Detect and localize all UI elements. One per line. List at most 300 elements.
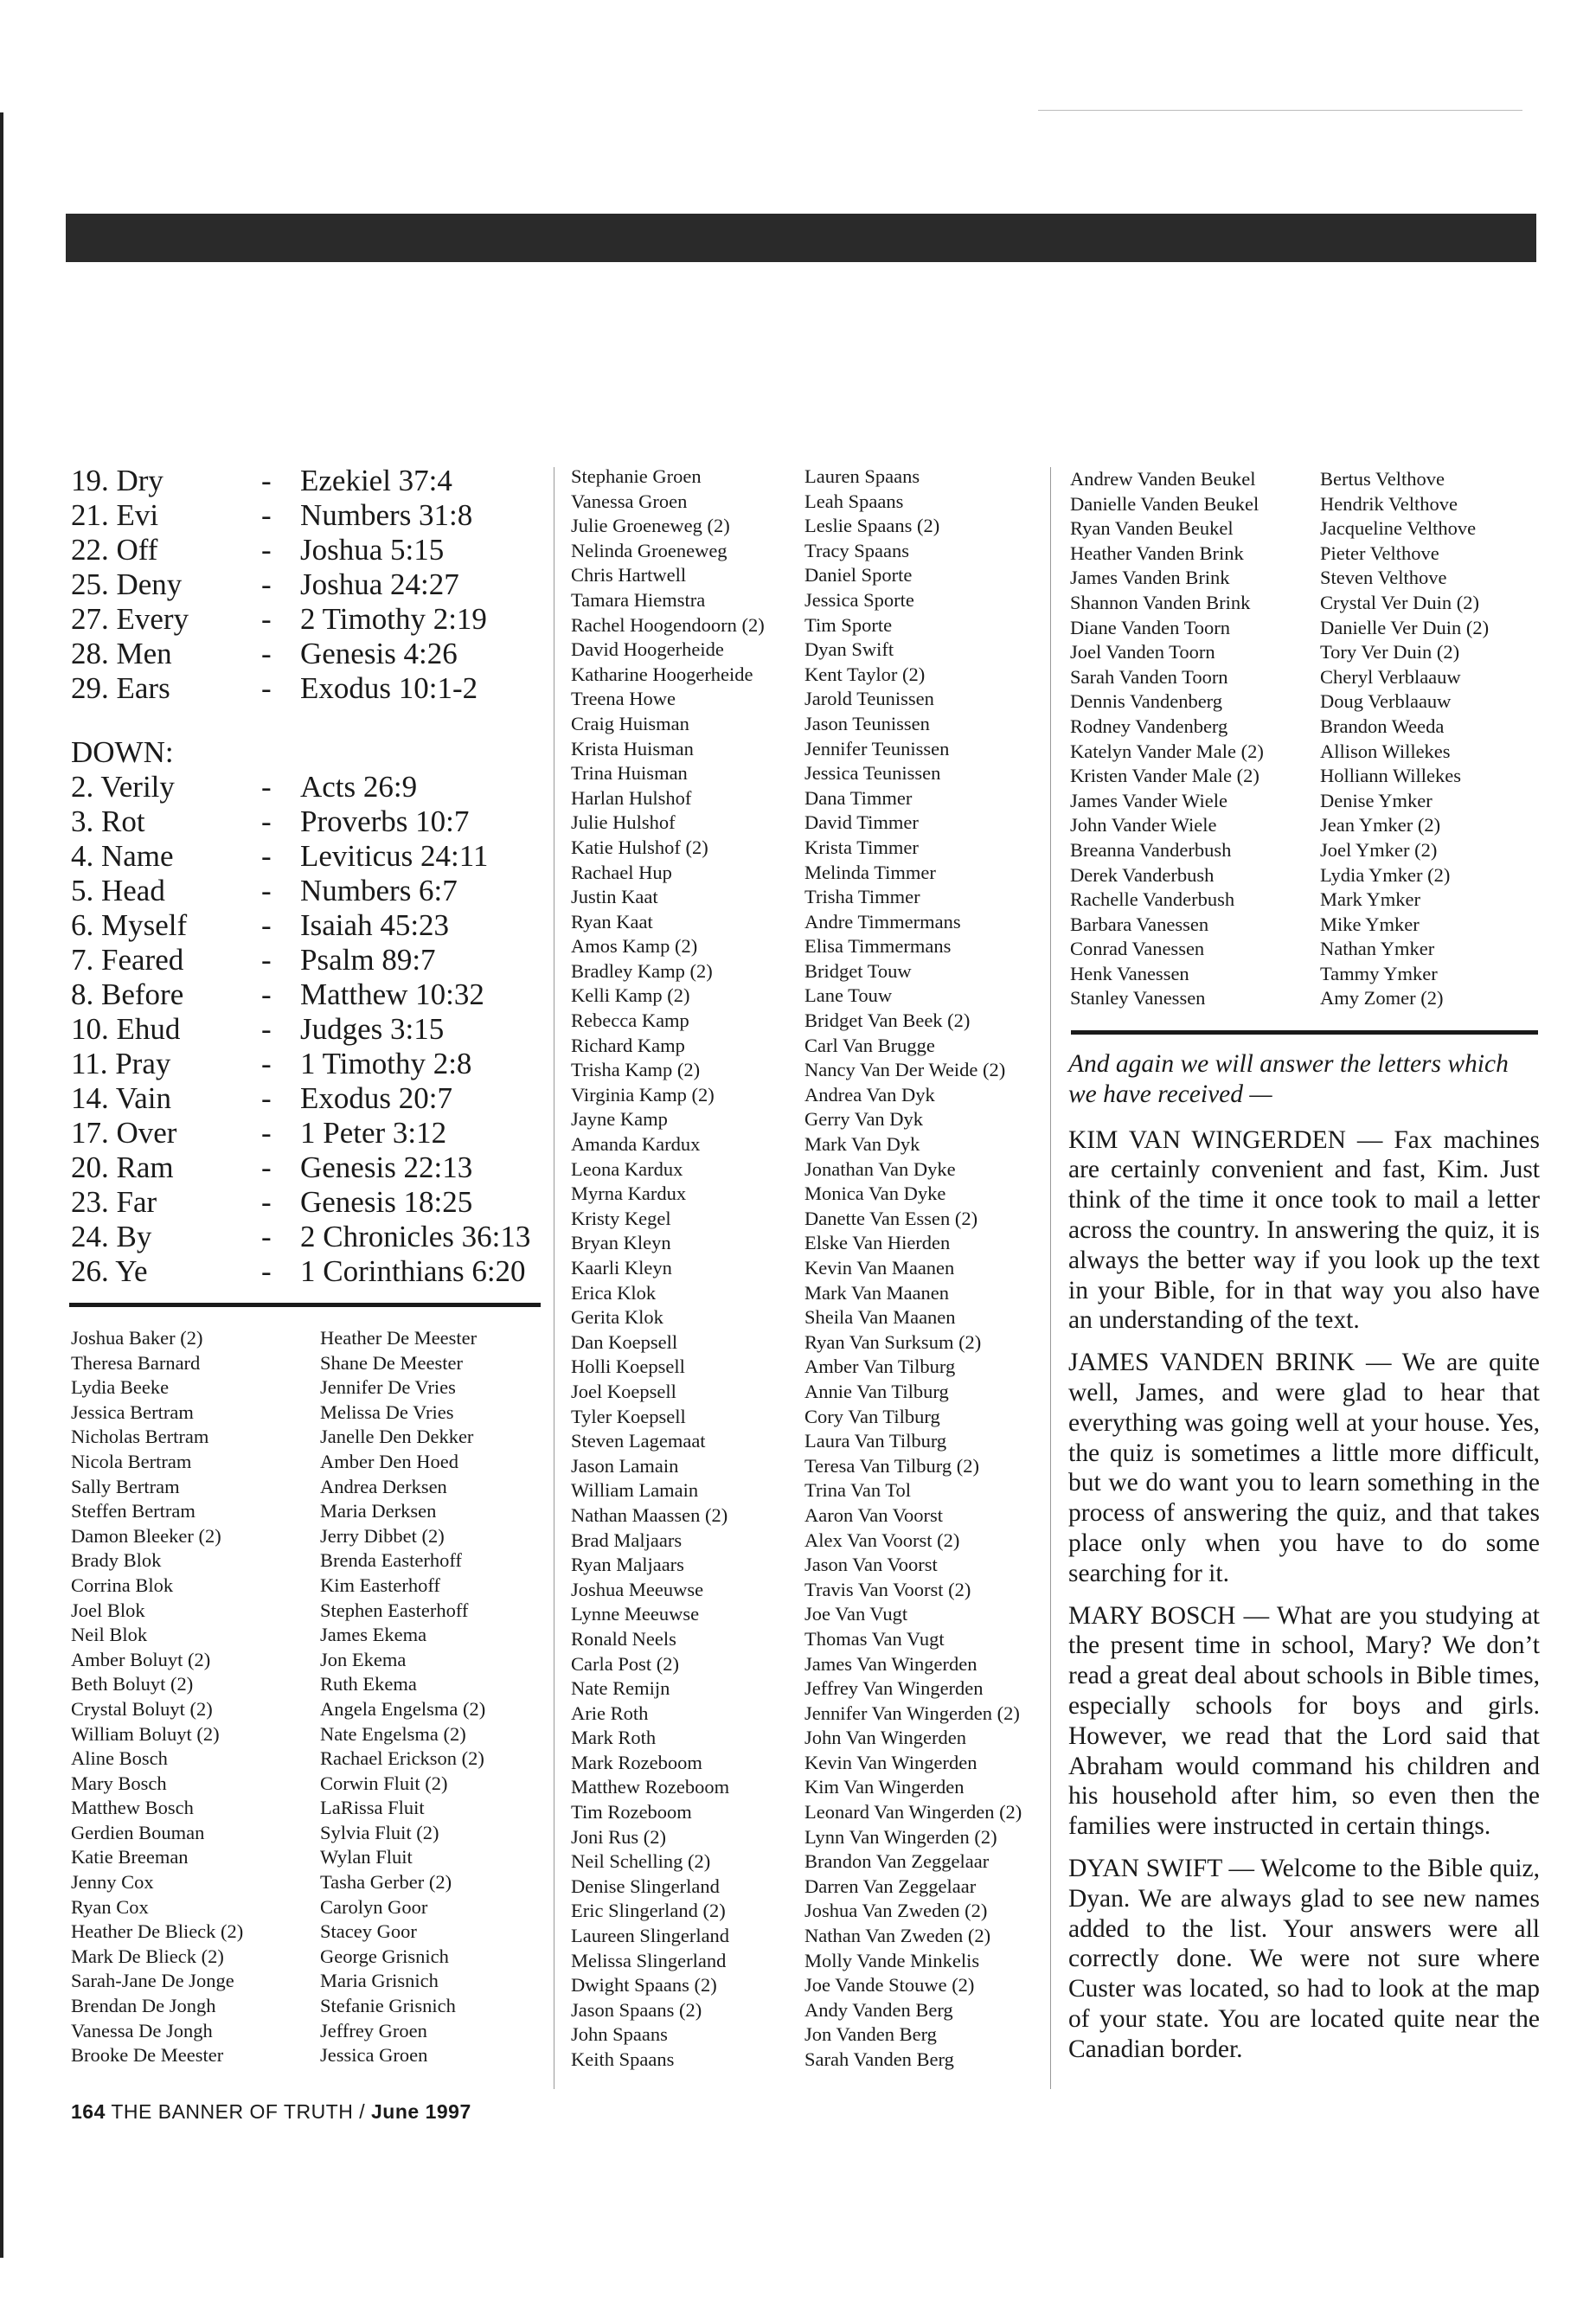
clue-word: 28. Men <box>71 637 172 670</box>
participant-name: Diane Vanden Toorn <box>1070 616 1231 638</box>
participant-name: Jennifer Teunissen <box>804 737 950 760</box>
clue-dash: - <box>261 804 272 838</box>
participant-name: Jessica Sporte <box>804 588 914 611</box>
clue-dash: - <box>261 874 272 907</box>
participant-name: LaRissa Fluit <box>320 1797 425 1819</box>
participant-name: Mark De Blieck (2) <box>71 1945 224 1967</box>
letter-recipient: DYAN SWIFT <box>1068 1854 1222 1882</box>
clue-dash: - <box>261 1047 272 1080</box>
participant-name: Annie Van Tilburg <box>804 1380 949 1402</box>
names-column-2 <box>320 1326 485 2068</box>
participant-name: Jason Lamain <box>571 1454 679 1477</box>
participant-name: Leslie Spaans (2) <box>804 515 940 537</box>
participant-name: William Lamain <box>571 1479 699 1502</box>
clue-word: 14. Vain <box>71 1081 172 1115</box>
participant-name: Leah Spaans <box>804 490 904 512</box>
participant-name: Carla Post (2) <box>571 1652 679 1675</box>
participant-name: Amos Kamp (2) <box>571 935 698 958</box>
participant-name: Maria Grisnich <box>320 1970 439 1992</box>
clue-word: 21. Evi <box>71 498 159 532</box>
participant-name: Kent Taylor (2) <box>804 663 926 685</box>
clue-word: 26. Ye <box>71 1254 148 1288</box>
participant-name: Gerdien Bouman <box>71 1821 205 1843</box>
participant-name: Sarah-Jane De Jonge <box>71 1970 234 1992</box>
participant-name: Katelyn Vander Male (2) <box>1070 740 1264 762</box>
down-clue <box>71 1012 538 1047</box>
clue-reference: Numbers 31:8 <box>300 498 473 532</box>
clue-reference: 1 Timothy 2:8 <box>300 1047 472 1080</box>
participant-name: Beth Boluyt (2) <box>71 1673 194 1695</box>
participant-name: John Spaans <box>571 2023 668 2046</box>
down-clue <box>71 1081 538 1116</box>
clue-word: 23. Far <box>71 1185 157 1219</box>
participant-name: Jason Teunissen <box>804 712 930 734</box>
clue-word: 19. Dry <box>71 464 163 497</box>
letter-reply <box>1068 1125 1540 1336</box>
participant-name: Myrna Kardux <box>571 1183 687 1205</box>
clue-word: 29. Ears <box>71 671 170 705</box>
participant-name: Krista Huisman <box>571 737 694 760</box>
participant-name: Mike Ymker <box>1320 913 1420 935</box>
participant-name: Joni Rus (2) <box>571 1825 667 1848</box>
participant-name: Thomas Van Vugt <box>804 1627 945 1650</box>
participant-name: Melissa De Vries <box>320 1400 454 1423</box>
down-clue <box>71 839 538 874</box>
participant-name: Dana Timmer <box>804 786 913 809</box>
across-clue <box>71 464 538 498</box>
clue-reference: Joshua 24:27 <box>300 567 459 601</box>
participant-name: Mark Roth <box>571 1727 657 1749</box>
participant-name: Denise Ymker <box>1320 789 1433 811</box>
participant-name: Joe Vande Stouwe (2) <box>804 1974 975 1997</box>
participant-name: Holli Koepsell <box>571 1356 685 1378</box>
participant-name: Doug Verblaauw <box>1320 690 1452 713</box>
participant-name: Amber Van Tilburg <box>804 1356 956 1378</box>
participant-name: Rachel Hoogendoorn (2) <box>571 613 765 636</box>
participant-name: Shane De Meester <box>320 1351 463 1374</box>
participant-name: Hendrik Velthove <box>1320 492 1458 515</box>
participant-name: Holliann Willekes <box>1320 765 1462 787</box>
participant-name: David Hoogerheide <box>571 638 724 661</box>
down-clue <box>71 1150 538 1185</box>
participant-name: Denise Slingerland <box>571 1875 720 1897</box>
participant-name: Sarah Vanden Toorn <box>1070 665 1228 688</box>
participant-name: Kim Easterhoff <box>320 1574 440 1596</box>
participant-name: Nancy Van Der Weide (2) <box>804 1059 1006 1081</box>
participant-name: Jessica Teunissen <box>804 762 941 785</box>
across-clue <box>71 637 538 671</box>
clue-reference: Acts 26:9 <box>300 770 418 804</box>
clue-dash: - <box>261 533 272 567</box>
participant-name: Krista Timmer <box>804 836 919 858</box>
participant-name: Erica Klok <box>571 1281 657 1304</box>
down-clue <box>71 1254 538 1289</box>
participant-name: Trina Van Tol <box>804 1479 912 1502</box>
participant-name: Angela Engelsma (2) <box>320 1697 486 1720</box>
participant-name: Jacqueline Velthove <box>1320 517 1477 540</box>
em-dash: — <box>1345 1125 1394 1154</box>
participant-name: Sarah Vanden Berg <box>804 2048 954 2070</box>
participant-name: Rachelle Vanderbush <box>1070 888 1235 911</box>
participant-name: Cheryl Verblaauw <box>1320 665 1461 688</box>
participant-name: Trina Huisman <box>571 762 688 785</box>
crossword-answers <box>71 464 538 1289</box>
clue-reference: Judges 3:15 <box>300 1012 445 1046</box>
down-clue <box>71 804 538 839</box>
clue-dash: - <box>261 1012 272 1046</box>
clue-dash: - <box>261 1116 272 1150</box>
issue-date: June 1997 <box>371 2100 471 2123</box>
participant-name: Jeffrey Van Wingerden <box>804 1677 984 1700</box>
clue-word: 4. Name <box>71 839 174 873</box>
participant-name: Ryan Vanden Beukel <box>1070 517 1234 540</box>
participant-name: Katie Breeman <box>71 1846 189 1868</box>
participant-name: Jon Vanden Berg <box>804 2023 937 2046</box>
participant-name: Julie Hulshof <box>571 811 676 834</box>
clue-reference: Ezekiel 37:4 <box>300 464 452 497</box>
down-clue <box>71 874 538 908</box>
participant-name: Nicola Bertram <box>71 1450 192 1472</box>
participant-name: Molly Vande Minkelis <box>804 1949 980 1971</box>
participant-name: Ryan Maljaars <box>571 1554 684 1576</box>
clue-word: 3. Rot <box>71 804 145 838</box>
participant-name: Lauren Spaans <box>804 465 920 487</box>
letter-text: Fax machines are certainly convenient and fast, Kim. Just think of the time it once took to mail a letter across the country. In answering the quiz, it is always the better way if you look up the text in your Bible, for in that way you also have an understanding of the text. <box>1068 1125 1540 1335</box>
clue-reference: Genesis 22:13 <box>300 1150 473 1184</box>
down-answers <box>71 770 538 1289</box>
clue-dash: - <box>261 839 272 873</box>
participant-name: Sylvia Fluit (2) <box>320 1821 439 1843</box>
participant-name: Katharine Hoogerheide <box>571 663 753 685</box>
participant-name: Joel Blok <box>71 1599 145 1621</box>
participant-name: Ryan Cox <box>71 1895 149 1918</box>
participant-name: Vanessa De Jongh <box>71 2019 213 2041</box>
participant-name: Brandon Van Zeggelaar <box>804 1850 990 1873</box>
clue-word: 2. Verily <box>71 770 175 804</box>
clue-dash: - <box>261 498 272 532</box>
letters-intro: And again we will answer the letters which we have received — <box>1068 1050 1509 1108</box>
page-footer <box>71 2100 471 2124</box>
participant-name: Andy Vanden Berg <box>804 1998 953 2021</box>
participant-name: Steffen Bertram <box>71 1500 195 1522</box>
em-dash: — <box>1221 1854 1261 1882</box>
participant-name: Bradley Kamp (2) <box>571 959 713 982</box>
participant-name: Nathan Maassen (2) <box>571 1503 728 1526</box>
clue-reference: 2 Timothy 2:19 <box>300 602 487 636</box>
participant-name: Maria Derksen <box>320 1500 437 1522</box>
participant-name: Shannon Vanden Brink <box>1070 591 1251 613</box>
clue-dash: - <box>261 908 272 942</box>
participant-name: Tamara Hiemstra <box>571 588 706 611</box>
participant-name: Dennis Vandenberg <box>1070 690 1223 713</box>
participant-name: Andrew Vanden Beukel <box>1070 468 1256 490</box>
participant-name: Janelle Den Dekker <box>320 1426 474 1448</box>
participant-name: Julie Groeneweg (2) <box>571 515 730 537</box>
participant-name: Mark Ymker <box>1320 888 1421 911</box>
participant-name: Andrea Derksen <box>320 1475 447 1497</box>
names-column-6 <box>1320 467 1489 1011</box>
participant-name: Jenny Cox <box>71 1871 154 1894</box>
participant-name: Jon Ekema <box>320 1648 407 1670</box>
participant-name: Kelli Kamp (2) <box>571 984 690 1007</box>
names-column-4 <box>804 465 1022 2073</box>
letter-text: Welcome to the Bible quiz, Dyan. We are always glad to see new names added to the list. Your answers were all correctly done. We were not sure where Custer was located, so had to look at the map of your state. You are located quite near the Canadian border. <box>1068 1854 1540 2063</box>
participant-name: Justin Kaat <box>571 886 658 908</box>
letter-recipient: JAMES VANDEN BRINK <box>1068 1349 1356 1377</box>
participant-name: Allison Willekes <box>1320 740 1451 762</box>
participant-name: Conrad Vanessen <box>1070 938 1205 960</box>
participant-name: Mark Van Dyk <box>804 1133 920 1156</box>
down-clue <box>71 770 538 804</box>
participant-name: George Grisnich <box>320 1945 449 1967</box>
participant-name: Joe Van Vugt <box>804 1603 908 1625</box>
participant-name: Joshua Van Zweden (2) <box>804 1900 988 1922</box>
participant-name: John Van Wingerden <box>804 1727 966 1749</box>
participant-name: Trisha Timmer <box>804 886 920 908</box>
participant-name: Amy Zomer (2) <box>1320 987 1444 1009</box>
clue-word: 6. Myself <box>71 908 188 942</box>
participant-name: Brooke De Meester <box>71 2044 224 2067</box>
participant-name: Corrina Blok <box>71 1574 174 1596</box>
clue-word: 20. Ram <box>71 1150 174 1184</box>
participant-name: Joel Vanden Toorn <box>1070 641 1215 663</box>
participant-name: Stanley Vanessen <box>1070 987 1206 1009</box>
down-clue <box>71 908 538 943</box>
participant-name: Andre Timmermans <box>804 910 961 933</box>
participant-name: Joshua Baker (2) <box>71 1327 203 1349</box>
participant-name: Brendan De Jongh <box>71 1995 216 2017</box>
letters-section <box>1068 1049 1540 2077</box>
spacer <box>71 706 538 727</box>
participant-name: Aline Bosch <box>71 1747 168 1770</box>
down-clue <box>71 977 538 1012</box>
down-clue <box>71 1047 538 1081</box>
footer-separator: / <box>359 2100 366 2123</box>
participant-name: Richard Kamp <box>571 1034 685 1056</box>
participant-name: Nelinda Groeneweg <box>571 539 727 561</box>
participant-name: Matthew Rozeboom <box>571 1776 730 1798</box>
participant-name: Ronald Neels <box>571 1627 676 1650</box>
participant-name: Mark Van Maanen <box>804 1281 950 1304</box>
participant-name: Treena Howe <box>571 688 676 710</box>
participant-name: Jennifer Van Wingerden (2) <box>804 1702 1020 1724</box>
participant-name: Lane Touw <box>804 984 893 1007</box>
letter-recipient: KIM VAN WINGERDEN <box>1068 1125 1346 1154</box>
participant-name: Leonard Van Wingerden (2) <box>804 1801 1022 1823</box>
participant-name: Alex Van Voorst (2) <box>804 1529 960 1551</box>
section-rule <box>1071 1030 1538 1035</box>
participant-name: Nathan Van Zweden (2) <box>804 1925 991 1947</box>
page-number: 164 <box>71 2100 106 2123</box>
participant-name: Jessica Bertram <box>71 1400 194 1423</box>
names-column-1 <box>71 1326 243 2068</box>
letter-text: We are quite well, James, and were glad to hear that everything was going well at your house. Yes, the quiz is sometimes a little more difficult, but we do want you to learn something in the process of answering the quiz, and that takes place only when you have to do some searching for it. <box>1068 1349 1540 1587</box>
participant-name: Bridget Van Beek (2) <box>804 1009 971 1032</box>
participant-name: Daniel Sporte <box>804 564 913 586</box>
em-dash: — <box>1355 1349 1402 1377</box>
participant-name: Kevin Van Maanen <box>804 1257 955 1279</box>
em-dash: — <box>1235 1601 1277 1630</box>
clue-dash: - <box>261 1081 272 1115</box>
participant-name: Mark Rozeboom <box>571 1751 702 1773</box>
clue-word: 24. By <box>71 1220 152 1253</box>
participant-name: Neil Schelling (2) <box>571 1850 711 1873</box>
participant-name: Laura Van Tilburg <box>804 1430 947 1452</box>
clue-reference: Proverbs 10:7 <box>300 804 470 838</box>
clue-reference: 2 Chronicles 36:13 <box>300 1220 531 1253</box>
participant-name: Laureen Slingerland <box>571 1925 730 1947</box>
participant-name: Virginia Kamp (2) <box>571 1083 715 1106</box>
participant-name: Joel Ymker (2) <box>1320 838 1438 861</box>
clue-reference: 1 Peter 3:12 <box>300 1116 447 1150</box>
participant-name: Cory Van Tilburg <box>804 1405 940 1427</box>
letter-recipient: MARY BOSCH <box>1068 1601 1236 1630</box>
participant-name: Jerry Dibbet (2) <box>320 1524 445 1547</box>
participant-name: Dwight Spaans (2) <box>571 1974 717 1997</box>
clue-dash: - <box>261 1254 272 1288</box>
participant-name: Joel Koepsell <box>571 1380 676 1402</box>
left-margin-rule <box>0 112 3 2258</box>
participant-name: John Vander Wiele <box>1070 814 1217 836</box>
clue-reference: Isaiah 45:23 <box>300 908 450 942</box>
participant-name: Amanda Kardux <box>571 1133 701 1156</box>
participant-name: Jayne Kamp <box>571 1108 668 1131</box>
participant-name: Nate Engelsma (2) <box>320 1722 466 1745</box>
clue-word: 22. Off <box>71 533 158 567</box>
clue-word: 11. Pray <box>71 1047 171 1080</box>
participant-name: Tracy Spaans <box>804 539 910 561</box>
down-heading: DOWN: <box>71 735 174 769</box>
participant-name: Bridget Touw <box>804 959 912 982</box>
across-answers <box>71 464 538 706</box>
clue-reference: Matthew 10:32 <box>300 977 484 1011</box>
participant-name: Danielle Ver Duin (2) <box>1320 616 1490 638</box>
participant-name: Heather Vanden Brink <box>1070 542 1244 564</box>
participant-name: Crystal Ver Duin (2) <box>1320 591 1479 613</box>
clue-word: 25. Deny <box>71 567 183 601</box>
participant-name: James Vander Wiele <box>1070 789 1227 811</box>
clue-word: 27. Every <box>71 602 189 636</box>
clue-reference: Genesis 4:26 <box>300 637 458 670</box>
clue-word: 10. Ehud <box>71 1012 181 1046</box>
participant-name: Stacey Goor <box>320 1920 417 1943</box>
participant-name: James Vanden Brink <box>1070 567 1230 589</box>
clue-reference: Genesis 18:25 <box>300 1185 473 1219</box>
clue-reference: Leviticus 24:11 <box>300 839 489 873</box>
clue-word: 7. Feared <box>71 943 184 977</box>
participant-name: Melissa Slingerland <box>571 1949 727 1971</box>
clue-dash: - <box>261 464 272 497</box>
participant-name: Teresa Van Tilburg (2) <box>804 1454 979 1477</box>
letter-reply <box>1068 1854 1540 2065</box>
participant-name: Wylan Fluit <box>320 1846 413 1868</box>
participant-name: Elske Van Hierden <box>804 1232 951 1254</box>
clue-dash: - <box>261 1220 272 1253</box>
clue-reference: Exodus 10:1-2 <box>300 671 478 705</box>
participant-name: Katie Hulshof (2) <box>571 836 708 858</box>
participant-name: Lydia Beeke <box>71 1376 170 1399</box>
participant-name: Bertus Velthove <box>1320 468 1445 490</box>
participant-name: Aaron Van Voorst <box>804 1503 944 1526</box>
participant-name: Leona Kardux <box>571 1157 683 1180</box>
column-separator <box>1050 467 1051 2089</box>
participant-name: Andrea Van Dyk <box>804 1083 935 1106</box>
participant-name: Barbara Vanessen <box>1070 913 1209 935</box>
participant-name: Jason Spaans (2) <box>571 1998 702 2021</box>
names-column-3 <box>571 465 765 2073</box>
participant-name: Ryan Kaat <box>571 910 653 933</box>
participant-name: Corwin Fluit (2) <box>320 1772 448 1794</box>
section-rule <box>69 1303 541 1307</box>
participant-name: Stefanie Grisnich <box>320 1995 456 2017</box>
down-clue <box>71 943 538 977</box>
participant-name: Vanessa Groen <box>571 490 688 512</box>
participant-name: Brady Blok <box>71 1549 162 1572</box>
participant-name: Amber Boluyt (2) <box>71 1648 211 1670</box>
across-clue <box>71 602 538 637</box>
participant-name: Eric Slingerland (2) <box>571 1900 726 1922</box>
letter-reply <box>1068 1601 1540 1842</box>
participant-name: Carl Van Brugge <box>804 1034 935 1056</box>
participant-name: Stephen Easterhoff <box>320 1599 469 1621</box>
participant-name: Pieter Velthove <box>1320 542 1439 564</box>
participant-name: Dyan Swift <box>804 638 894 661</box>
clue-dash: - <box>261 943 272 977</box>
participant-name: James Van Wingerden <box>804 1652 977 1675</box>
participant-name: James Ekema <box>320 1624 427 1646</box>
clue-dash: - <box>261 671 272 705</box>
participant-name: Steven Lagemaat <box>571 1430 706 1452</box>
participant-name: Monica Van Dyke <box>804 1183 946 1205</box>
participant-name: Heather De Meester <box>320 1327 478 1349</box>
participant-name: Craig Huisman <box>571 712 689 734</box>
top-hairline <box>1038 110 1522 111</box>
clue-reference: 1 Corinthians 6:20 <box>300 1254 526 1288</box>
participant-name: Heather De Blieck (2) <box>71 1920 244 1943</box>
participant-name: Jarold Teunissen <box>804 688 934 710</box>
participant-name: Danielle Vanden Beukel <box>1070 492 1259 515</box>
participant-name: Tasha Gerber (2) <box>320 1871 452 1894</box>
participant-name: Theresa Barnard <box>71 1351 201 1374</box>
participant-name: Crystal Boluyt (2) <box>71 1697 213 1720</box>
clue-reference: Psalm 89:7 <box>300 943 436 977</box>
participant-name: Mary Bosch <box>71 1772 167 1794</box>
participant-name: Gerita Klok <box>571 1306 663 1329</box>
participant-name: Rebecca Kamp <box>571 1009 689 1032</box>
across-clue <box>71 567 538 602</box>
participant-name: Tyler Koepsell <box>571 1405 686 1427</box>
publication-title: THE BANNER OF TRUTH <box>111 2100 354 2123</box>
participant-name: David Timmer <box>804 811 919 834</box>
participant-name: Nicholas Bertram <box>71 1426 209 1448</box>
participant-name: Harlan Hulshof <box>571 786 692 809</box>
participant-name: Chris Hartwell <box>571 564 687 586</box>
participant-name: Brad Maljaars <box>571 1529 683 1551</box>
participant-name: Carolyn Goor <box>320 1895 428 1918</box>
participant-name: Sheila Van Maanen <box>804 1306 956 1329</box>
clue-dash: - <box>261 1185 272 1219</box>
across-clue <box>71 671 538 706</box>
clue-word: 8. Before <box>71 977 184 1011</box>
names-column-5 <box>1070 467 1264 1011</box>
participant-name: Rachael Hup <box>571 861 672 883</box>
participant-name: Trisha Kamp (2) <box>571 1059 701 1081</box>
participant-name: Danette Van Essen (2) <box>804 1207 978 1229</box>
participant-name: Tim Sporte <box>804 613 893 636</box>
clue-dash: - <box>261 770 272 804</box>
participant-name: Tory Ver Duin (2) <box>1320 641 1460 663</box>
participant-name: Steven Velthove <box>1320 567 1447 589</box>
